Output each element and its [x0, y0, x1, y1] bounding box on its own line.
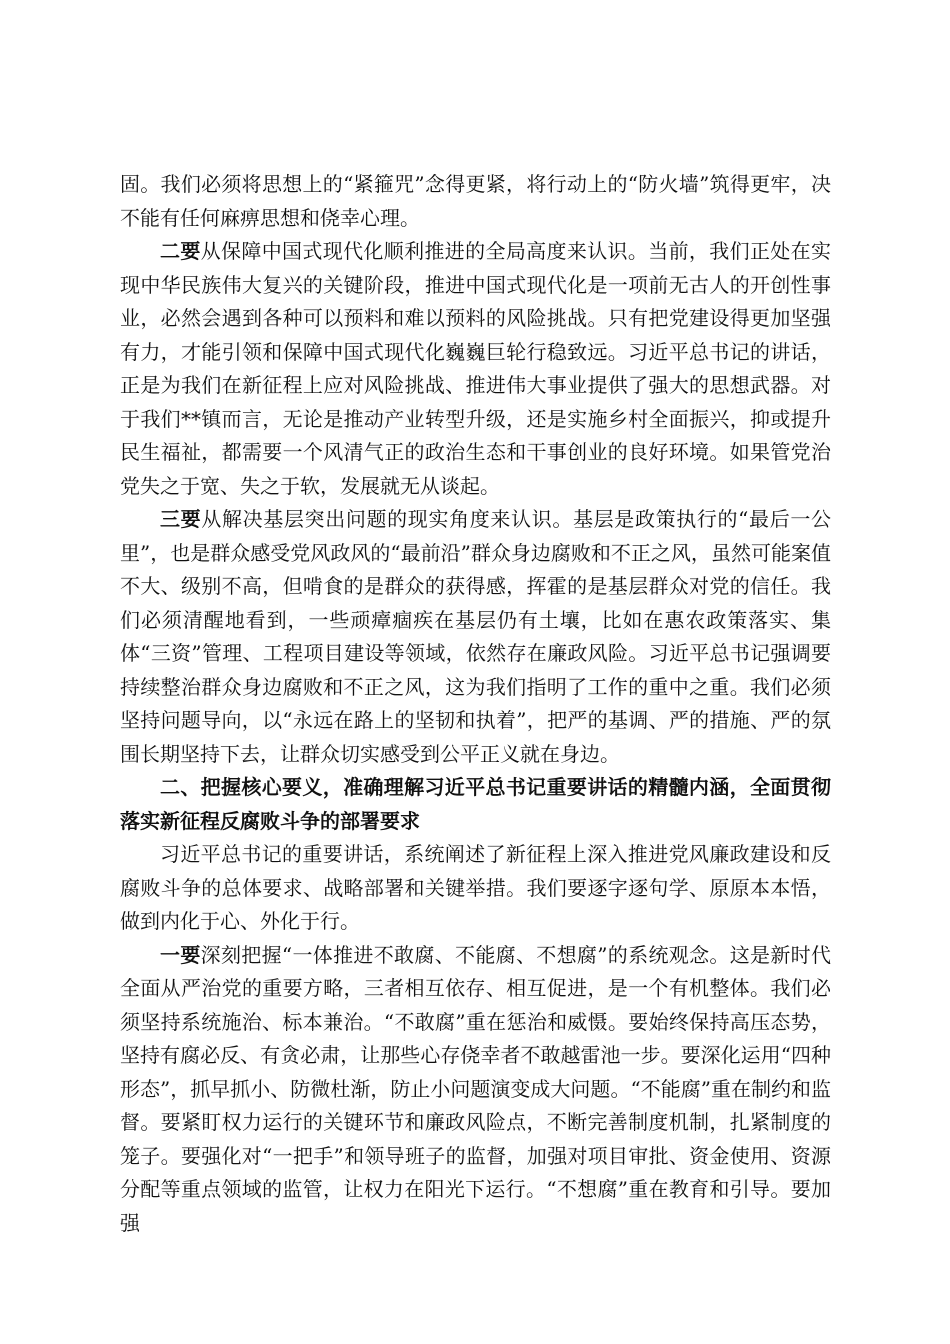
paragraph-text: 从解决基层突出问题的现实角度来认识。基层是政策执行的“最后一公里”，也是群众感受党风政风的“最前沿”群众身边腐败和不正之风，虽然可能案值不大、级别不高，但啃食的是群众的获得感，挥霍的是基层群众对党的信任。我们必须清醒地看到，一些顽瘴痼疾在基层仍有土壤，比如在惠农政策落实、集体“三资”管理、工程项目建设等领域，依然存在廉政风险。习近平总书记强调要持续整治群众身边腐败和不正之风，这为我们指明了工作的重中之重。我们必须坚持问题导向，以“永远在路上的坚韧和执着”，把严的基调、严的措施、严的氛围长期坚持下去，让群众切实感受到公平正义就在身边。 [120, 507, 832, 766]
paragraph-text: 习近平总书记的重要讲话，系统阐述了新征程上深入推进党风廉政建设和反腐败斗争的总体要求、战略部署和关键举措。我们要逐字逐句学、原原本本悟，做到内化于心、外化于行。 [120, 842, 831, 933]
paragraph-lead: 三要 [160, 507, 202, 531]
paragraph-first-requirement [120, 939, 831, 1241]
paragraph-intro [120, 838, 831, 939]
document-body [120, 168, 831, 1240]
paragraph-text: 深刻把握“一体推进不敢腐、不能腐、不想腐”的系统观念。这是新时代全面从严治党的重要方略，三者相互依存、相互促进，是一个有机整体。我们必须坚持系统施治、标本兼治。“不敢腐”重在惩治和威慑。要始终保持高压态势，坚持有腐必反、有贪必肃，让那些心存侥幸者不敢越雷池一步。要深化运用“四种形态”，抓早抓小、防微杜渐，防止小问题演变成大问题。“不能腐”重在制约和监督。要紧盯权力运行的关键环节和廉政风险点，不断完善制度机制，扎紧制度的笼子。要强化对“一把手”和领导班子的监督，加强对项目审批、资金使用、资源分配等重点领域的监管，让权力在阳光下运行。“不想腐”重在教育和引导。要加强 [120, 942, 831, 1235]
paragraph-continuation [120, 168, 831, 235]
section-heading: 二、把握核心要义，准确理解习近平总书记重要讲话的精髓内涵，全面贯彻落实新征程反腐败斗争的部署要求 [120, 775, 831, 833]
paragraph-text: 固。我们必须将思想上的“紧箍咒”念得更紧，将行动上的“防火墙”筑得更牢，决不能有任何麻痹思想和侥幸心理。 [120, 172, 831, 230]
paragraph-third-requirement [120, 503, 831, 771]
paragraph-text: 从保障中国式现代化顺利推进的全局高度来认识。当前，我们正处在实现中华民族伟大复兴的关键阶段，推进中国式现代化是一项前无古人的开创性事业，必然会遇到各种可以预料和难以预料的风险挑战。只有把党建设得更加坚强有力，才能引领和保障中国式现代化巍巍巨轮行稳致远。习近平总书记的讲话，正是为我们在新征程上应对风险挑战、推进伟大事业提供了强大的思想武器。对于我们**镇而言，无论是推动产业转型升级，还是实施乡村全面振兴，抑或提升民生福祉，都需要一个风清气正的政治生态和干事创业的良好环境。如果管党治党失之于宽、失之于软，发展就无从谈起。 [120, 239, 831, 498]
paragraph-lead: 二要 [160, 239, 201, 263]
paragraph-lead: 一要 [160, 942, 201, 967]
paragraph-second-requirement [120, 235, 831, 503]
